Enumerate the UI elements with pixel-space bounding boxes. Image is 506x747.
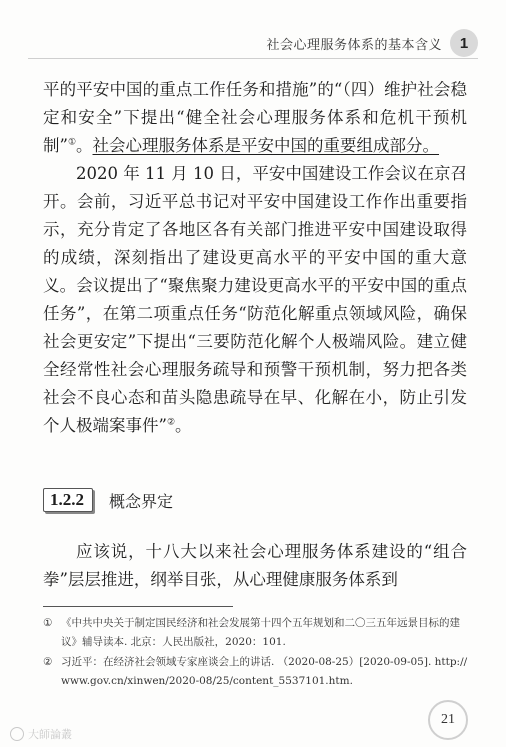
watermark-text: 大師論叢 [28, 728, 72, 741]
section-title: 概念界定 [109, 491, 174, 511]
watermark [10, 726, 72, 742]
underlined-sentence: 社会心理服务体系是平安中国的重要组成部分。 [92, 136, 440, 155]
footnote-divider [43, 606, 233, 607]
footnote-1-text: 《中共中央关于制定国民经济和社会发展第十四个五年规划和二〇三五年远景目标的建议》辅导读本. 北京：人民出版社，2020：101. [61, 617, 460, 648]
chapter-badge: 1 [450, 29, 478, 57]
paragraph-2-text: 2020 年 11 月 10 日，平安中国建设工作会议在京召开。会前，习近平总书记对平安中国建设工作作出重要指示，充分肯定了各地区各有关部门推进平安中国建设取得的成绩，深刻指出了建设更高水平的平安中国的重大意义。会议提出了“聚焦聚力建设更高水平的平安中国的重点任务”，在第二项重点任务“防范化解重点领域风险，确保社会更安定”下提出“三要防范化解个人极端风险。建立健全经常性社会心理服务疏导和预警干预机制，努力把各类社会不良心态和苗头隐患疏导在早、化解在小，防止引发个人极端案事件” [43, 164, 467, 435]
running-header [266, 28, 478, 58]
footnote-ref-2[interactable]: ② [166, 417, 176, 428]
paragraph-1-text: 平的平安中国的重点工作任务和措施”的“（四）维护社会稳定和安全”下提出“健全社会心理服务体系和危机干预机制” [43, 80, 467, 155]
header-divider [28, 58, 478, 59]
footnote-2 [43, 653, 473, 691]
paragraph-2 [43, 160, 467, 440]
footnote-2-mark: ② [43, 656, 53, 668]
body-text-2 [43, 538, 467, 594]
footnote-1-mark: ① [43, 617, 53, 629]
paragraph-2-period: 。 [175, 416, 192, 435]
footnote-ref-1[interactable]: ① [67, 137, 77, 148]
section-heading [43, 488, 173, 512]
body-text [43, 76, 467, 440]
page-number: 21 [428, 700, 468, 740]
running-header-title: 社会心理服务体系的基本含义 [266, 37, 442, 53]
paragraph-1-period: 。 [76, 136, 93, 155]
paragraph-1 [43, 76, 467, 160]
watermark-logo-icon [10, 727, 24, 741]
footnotes [43, 614, 473, 692]
section-number: 1.2.2 [43, 488, 93, 512]
footnote-1 [43, 614, 473, 652]
paragraph-3: 应该说，十八大以来社会心理服务体系建设的“组合拳”层层推进，纲举目张，从心理健康服务体系到 [43, 542, 467, 589]
footnote-2-text[interactable]: 习近平：在经济社会领域专家座谈会上的讲话. （2020-08-25）[2020-09-05]. http://www.gov.cn/xinwen/2020-08/25/content_5537101.htm. [61, 656, 468, 687]
